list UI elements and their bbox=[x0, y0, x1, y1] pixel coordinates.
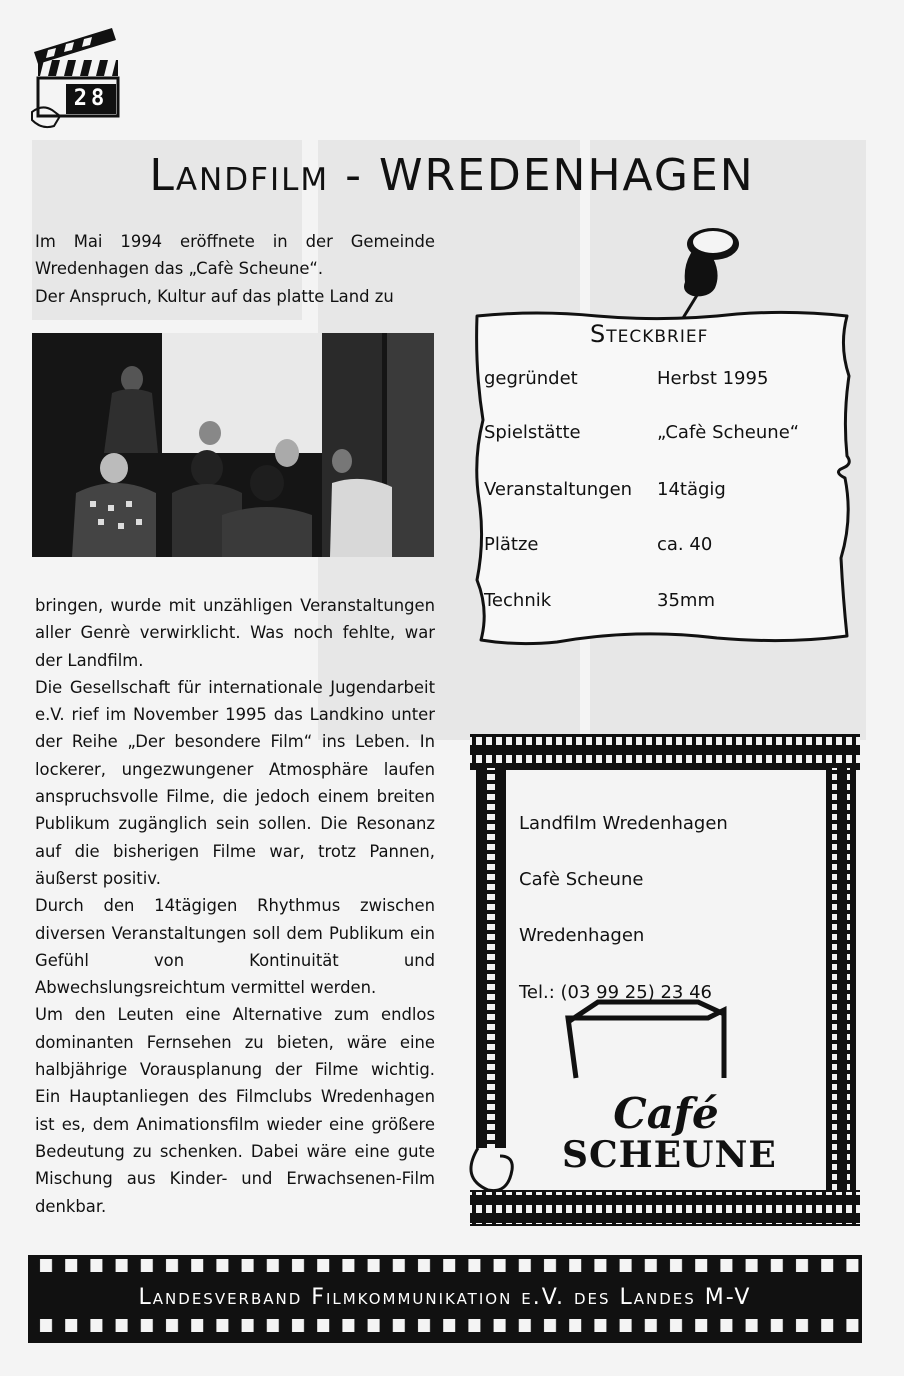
title-wredenhagen: WREDENHAGEN bbox=[378, 150, 755, 201]
page-number: 28 bbox=[66, 84, 116, 114]
body-paragraph-1: bringen, wurde mit unzähligen Veranstaltungen aller Genrè verwirklicht. Was noch fehlte, war der Landfilm. bbox=[35, 596, 435, 670]
contact-line-town: Wredenhagen bbox=[519, 925, 645, 946]
contact-line-name: Landfilm Wredenhagen bbox=[519, 813, 728, 834]
title-landfilm: Landfilm bbox=[149, 150, 330, 201]
steckbrief-value-gegruendet: Herbst 1995 bbox=[657, 368, 769, 389]
body-paragraph-3: Durch den 14tägigen Rhythmus zwischen diversen Veranstaltungen soll dem Publikum ein Gefühl von Kontinuität und Abwechslungsreichtum vermittel werden. bbox=[35, 896, 435, 998]
steckbrief-label-plaetze: Plätze bbox=[484, 534, 539, 555]
logo-scheune-text: SCHEUNE bbox=[562, 1134, 777, 1176]
steckbrief-value-spielstaette: „Cafè Scheune“ bbox=[657, 422, 800, 443]
cafe-scheune-logo bbox=[562, 1089, 777, 1176]
steckbrief-value-plaetze: ca. 40 bbox=[657, 534, 713, 555]
contact-line-phone: Tel.: (03 99 25) 23 46 bbox=[519, 982, 712, 1003]
steckbrief-label-spielstaette: Spielstätte bbox=[484, 422, 581, 443]
pushpin-icon bbox=[665, 222, 745, 322]
logo-cafe-text: Café bbox=[613, 1089, 719, 1138]
intro-paragraph-2: Der Anspruch, Kultur auf das platte Land zu bbox=[35, 286, 394, 306]
steckbrief-label-technik: Technik bbox=[484, 590, 552, 611]
title-separator: - bbox=[329, 150, 379, 201]
footer-filmstrip bbox=[28, 1255, 862, 1343]
steckbrief-title: Steckbrief bbox=[590, 320, 709, 348]
screening-photo bbox=[32, 333, 434, 557]
contact-line-venue: Cafè Scheune bbox=[519, 869, 644, 890]
steckbrief-value-technik: 35mm bbox=[657, 590, 715, 611]
steckbrief-value-veranstaltungen: 14tägig bbox=[657, 479, 726, 500]
steckbrief-label-veranstaltungen: Veranstaltungen bbox=[484, 479, 633, 500]
body-paragraph-4: Um den Leuten eine Alternative zum endlos dominanten Fernsehen zu bieten, wäre eine halbjährige Vorausplanung der Filme wichtig. Ein Hauptanliegen des Filmclubs Wredenhagen ist es, dem Animationsfilm wieder eine größere Bedeutung zu schenken. Dabei wäre eine gute Mischung aus Kinder- und Erwachsenen-Film denkbar. bbox=[35, 1005, 435, 1216]
intro-text bbox=[35, 228, 435, 310]
page-title bbox=[0, 150, 904, 201]
body-paragraph-2: Die Gesellschaft für internationale Jugendarbeit e.V. rief im November 1995 das Landkino unter der Reihe „Der besondere Film“ ins Leben. In lockerer, ungezwungener Atmosphäre laufen anspruchsvolle Filme, die jedoch einem breiten Publikum zugänglich sein sollen. Die Resonanz auf die bisherigen Filme war, trotz Pannen, äußerst positiv. bbox=[35, 677, 435, 888]
steckbrief-label-gegruendet: gegründet bbox=[484, 368, 578, 389]
intro-paragraph-1: Im Mai 1994 eröffnete in der Gemeinde Wredenhagen das „Cafè Scheune“. bbox=[35, 232, 435, 279]
footer-text: Landesverband Filmkommunikation e.V. des Landes M-V bbox=[138, 1285, 752, 1310]
body-text bbox=[35, 592, 435, 1220]
